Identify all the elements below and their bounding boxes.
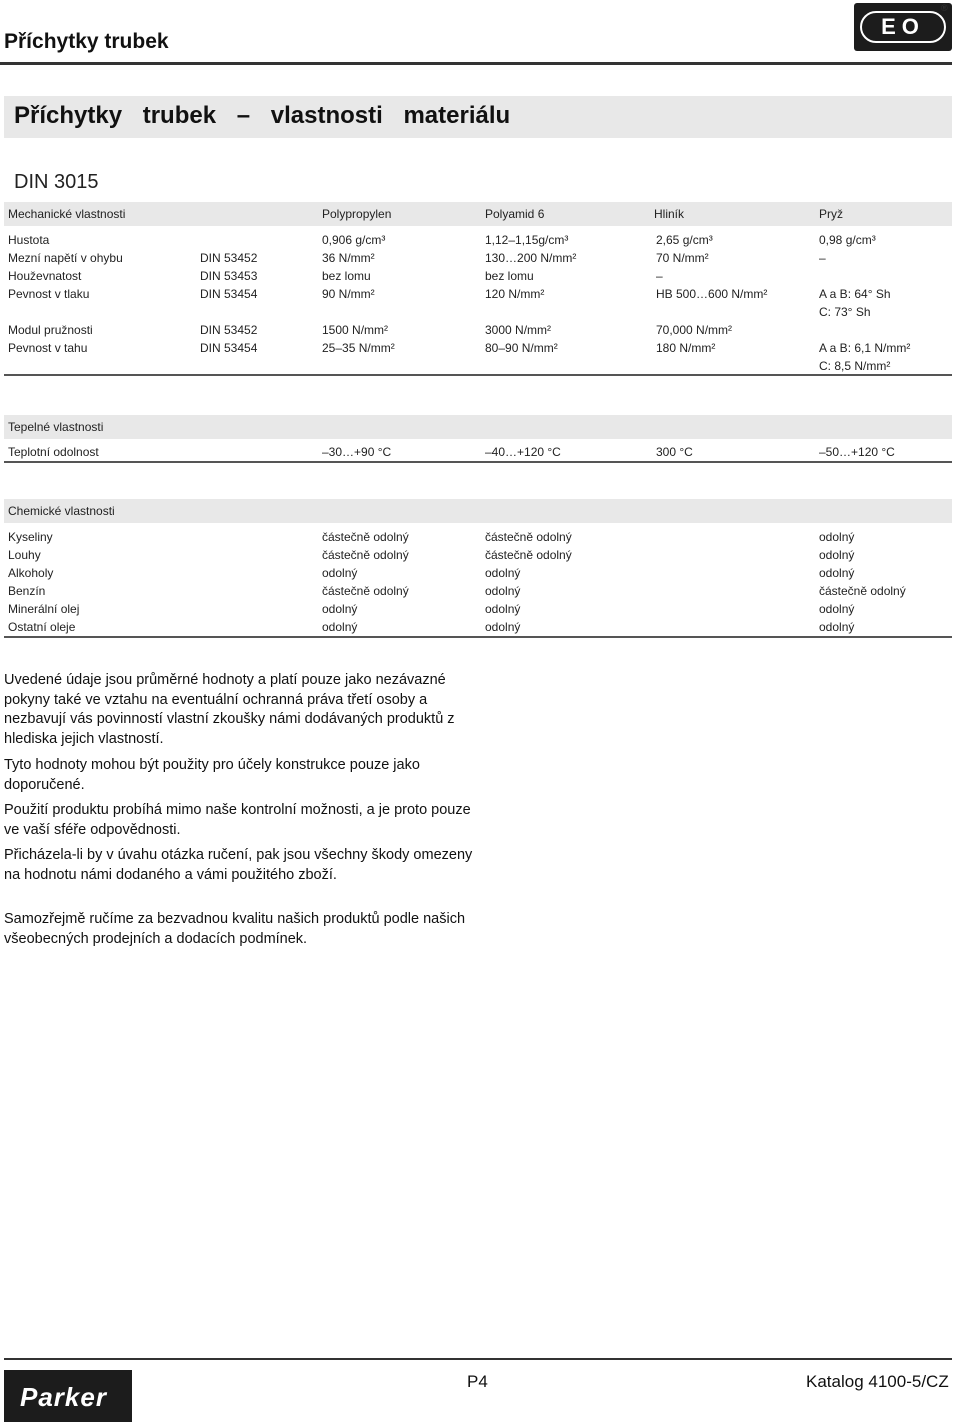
table-cell: DIN 53452 — [200, 251, 258, 265]
chemical-row — [0, 546, 960, 564]
mechanical-row — [0, 231, 960, 249]
table-cell: C: 73° Sh — [819, 305, 871, 319]
table-cell: –30…+90 °C — [322, 445, 392, 459]
mechanical-row — [0, 339, 960, 357]
chemical-row — [0, 618, 960, 636]
table-cell: odolný — [485, 620, 521, 634]
mechanical-row — [0, 285, 960, 303]
table-cell: DIN 53454 — [200, 341, 258, 355]
table-cell: 1,12–1,15g/cm³ — [485, 233, 569, 247]
column-polypropylen: Polypropylen — [322, 207, 392, 221]
table-cell: částečně odolný — [819, 584, 906, 598]
parker-logo — [4, 1370, 132, 1422]
chemical-row — [0, 582, 960, 600]
table-cell: –50…+120 °C — [819, 445, 895, 459]
table-cell: odolný — [322, 620, 358, 634]
registered-mark: ® — [941, 3, 948, 13]
header-rule — [0, 62, 952, 65]
table-cell: DIN 53453 — [200, 269, 258, 283]
table-cell: Pevnost v tahu — [8, 341, 88, 355]
table-cell: bez lomu — [485, 269, 534, 283]
table-cell: odolný — [322, 566, 358, 580]
table-cell: 180 N/mm² — [656, 341, 716, 355]
chemical-header-label: Chemické vlastnosti — [8, 504, 115, 518]
table-cell: Pevnost v tlaku — [8, 287, 90, 301]
table-cell: – — [819, 251, 826, 265]
table-cell: odolný — [819, 548, 855, 562]
standard-label: DIN 3015 — [14, 171, 99, 193]
table-cell: 80–90 N/mm² — [485, 341, 558, 355]
table-cell: Mezní napětí v ohybu — [8, 251, 123, 265]
page-header-title: Příchytky trubek — [4, 30, 169, 53]
table-cell: částečně odolný — [485, 530, 572, 544]
note-paragraph: Přicházela-li by v úvahu otázka ručení, pak jsou všechny škody omezeny na hodnotu námi dodaného a vámi použitého zboží. — [4, 847, 473, 883]
mechanical-row — [0, 303, 960, 321]
page-number: P4 — [467, 1372, 488, 1391]
table-cell: odolný — [485, 566, 521, 580]
chemical-row — [0, 600, 960, 618]
mechanical-header — [4, 202, 952, 226]
thermal-row — [0, 443, 960, 461]
table-cell: Louhy — [8, 548, 41, 562]
table-cell: částečně odolný — [322, 584, 409, 598]
table-cell: Minerální olej — [8, 602, 80, 616]
table-cell: –40…+120 °C — [485, 445, 561, 459]
chemical-header — [4, 499, 952, 523]
table-cell: 70 N/mm² — [656, 251, 709, 265]
table-cell: odolný — [322, 602, 358, 616]
table-cell: 120 N/mm² — [485, 287, 545, 301]
note-paragraph: Samozřejmě ručíme za bezvadnou kvalitu našich produktů podle našich všeobecných prodejních a dodacích podmínek. — [4, 911, 466, 947]
chemical-row — [0, 564, 960, 582]
table-cell: bez lomu — [322, 269, 371, 283]
table-cell: A a B: 64° Sh — [819, 287, 891, 301]
mechanical-rule — [4, 374, 952, 376]
table-cell: – — [656, 269, 663, 283]
table-cell: 36 N/mm² — [322, 251, 375, 265]
mechanical-header-label: Mechanické vlastnosti — [8, 207, 126, 221]
table-cell: odolný — [819, 566, 855, 580]
table-cell: DIN 53452 — [200, 323, 258, 337]
note-paragraph: Uvedené údaje jsou průměrné hodnoty a platí pouze jako nezávazné pokyny také ve vztahu na eventuální ochranná práva třetí osoby a nezbavují vás povinností vlastní zkoušky námi dodávaných produktů z hlediska jejich vlastností. — [4, 672, 455, 747]
mechanical-row — [0, 357, 960, 375]
mechanical-row — [0, 321, 960, 339]
table-cell: odolný — [819, 620, 855, 634]
table-cell: Houževnatost — [8, 269, 82, 283]
table-cell: částečně odolný — [322, 530, 409, 544]
table-cell: 70,000 N/mm² — [656, 323, 733, 337]
footer-rule — [4, 1358, 952, 1360]
table-cell: Kyseliny — [8, 530, 53, 544]
table-cell: DIN 53454 — [200, 287, 258, 301]
chemical-rule — [4, 636, 952, 638]
table-cell: 130…200 N/mm² — [485, 251, 577, 265]
thermal-rule — [4, 461, 952, 463]
thermal-header-label: Tepelné vlastnosti — [8, 420, 104, 434]
mechanical-row — [0, 249, 960, 267]
thermal-header — [4, 415, 952, 439]
table-cell: C: 8,5 N/mm² — [819, 359, 891, 373]
eo-logo — [854, 3, 952, 51]
section-title: Příchytky trubek – vlastnosti materiálu — [14, 102, 511, 129]
table-cell: 90 N/mm² — [322, 287, 375, 301]
column-pryz: Pryž — [819, 207, 843, 221]
table-cell: Ostatní oleje — [8, 620, 76, 634]
note-paragraph: Tyto hodnoty mohou být použity pro účely konstrukce pouze jako doporučené. — [4, 757, 420, 793]
table-cell: odolný — [819, 530, 855, 544]
table-cell: Hustota — [8, 233, 50, 247]
chemical-row — [0, 528, 960, 546]
table-cell: 300 °C — [656, 445, 693, 459]
table-cell: Teplotní odolnost — [8, 445, 99, 459]
table-cell: Modul pružnosti — [8, 323, 93, 337]
table-cell: 0,906 g/cm³ — [322, 233, 386, 247]
table-cell: 3000 N/mm² — [485, 323, 552, 337]
table-cell: odolný — [485, 602, 521, 616]
table-cell: Benzín — [8, 584, 46, 598]
table-cell: 0,98 g/cm³ — [819, 233, 876, 247]
table-cell: HB 500…600 N/mm² — [656, 287, 768, 301]
parker-logo-text: Parker — [20, 1382, 107, 1412]
mechanical-row — [0, 267, 960, 285]
table-cell: 2,65 g/cm³ — [656, 233, 713, 247]
table-cell: 1500 N/mm² — [322, 323, 389, 337]
table-cell: odolný — [819, 602, 855, 616]
note-paragraph: Použití produktu probíhá mimo naše kontrolní možnosti, a je proto pouze ve vaší sféře odpovědnosti. — [4, 802, 471, 838]
catalog-number: Katalog 4100-5/CZ — [806, 1372, 949, 1391]
table-cell: částečně odolný — [485, 548, 572, 562]
table-cell: částečně odolný — [322, 548, 409, 562]
column-polyamid: Polyamid 6 — [485, 207, 545, 221]
column-hlinik: Hliník — [654, 207, 685, 221]
table-cell: odolný — [485, 584, 521, 598]
eo-logo-text: EO — [860, 11, 946, 43]
table-cell: A a B: 6,1 N/mm² — [819, 341, 911, 355]
table-cell: 25–35 N/mm² — [322, 341, 395, 355]
table-cell: Alkoholy — [8, 566, 54, 580]
